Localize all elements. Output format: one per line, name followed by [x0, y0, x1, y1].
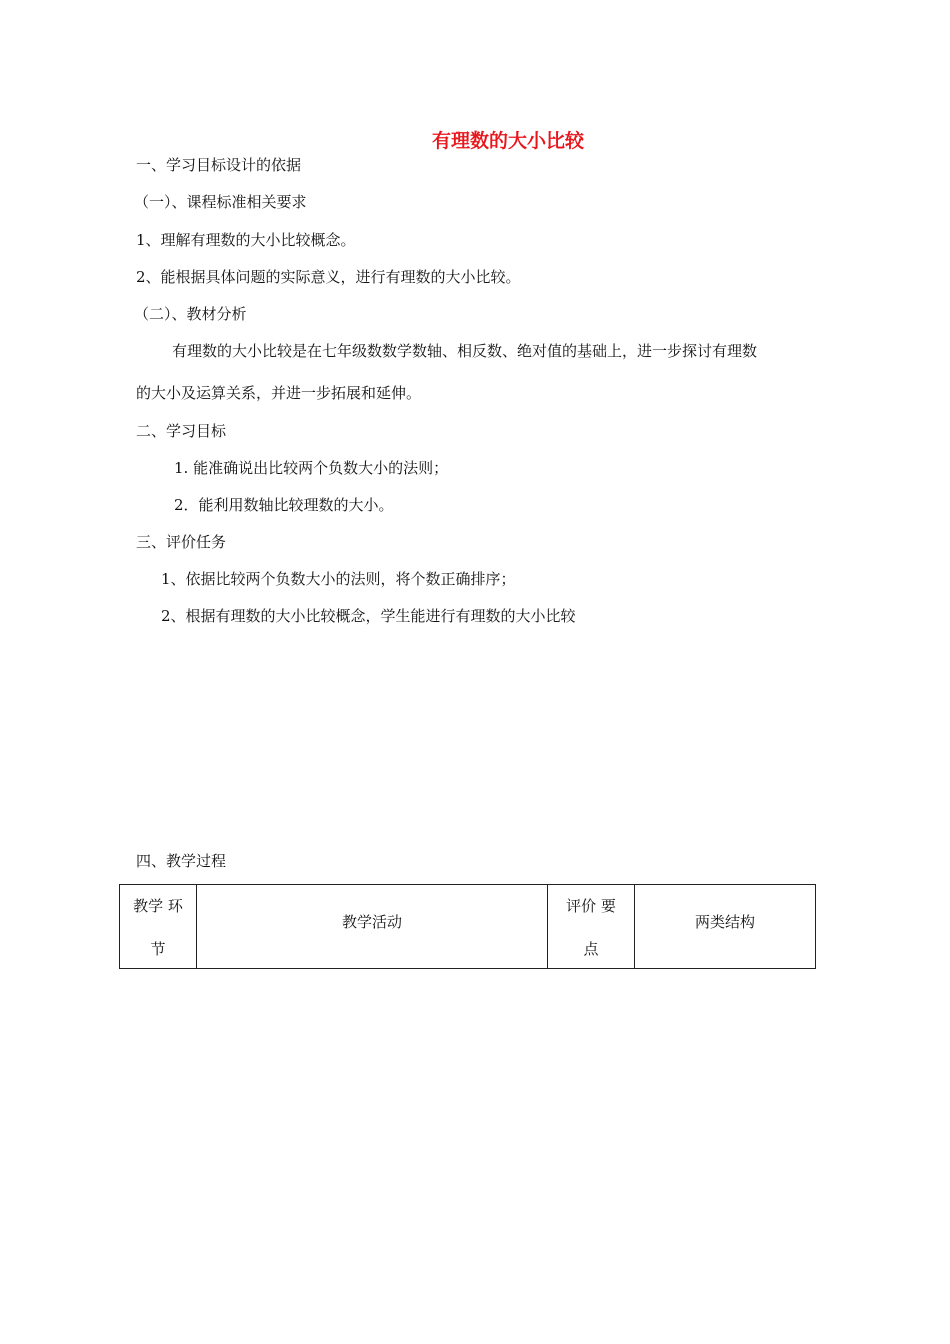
document-title: 有理数的大小比较 — [431, 130, 584, 152]
curriculum-item-2: 2、能根据具体问题的实际意义，进行有理数的大小比较。 — [136, 268, 521, 286]
textbook-paragraph-line-2: 的大小及运算关系，并进一步拓展和延伸。 — [136, 384, 422, 402]
subsection-heading-curriculum: （一）、课程标准相关要求 — [134, 193, 307, 211]
header-stage-line-1: 教学 环 — [133, 896, 183, 915]
header-cell-structure — [635, 885, 816, 969]
header-evaluation-line-2: 点 — [583, 939, 599, 958]
header-cell-stage — [120, 885, 197, 969]
textbook-paragraph-line-1: 有理数的大小比较是在七年级数数学数轴、相反数、绝对值的基础上，进一步探讨有理数 — [172, 342, 758, 360]
header-cell-activity — [197, 885, 548, 969]
header-structure-label: 两类结构 — [694, 913, 755, 931]
section-heading-objectives: 二、学习目标 — [136, 422, 227, 440]
table-header-row — [120, 885, 816, 969]
section-heading-evaluation: 三、评价任务 — [136, 533, 227, 551]
header-cell-evaluation — [548, 885, 635, 969]
objective-item-2: 2．能利用数轴比较理数的大小。 — [174, 496, 394, 514]
section-heading-process: 四、教学过程 — [136, 852, 227, 870]
teaching-process-table — [119, 884, 816, 969]
objective-item-1: 1. 能准确说出比较两个负数大小的法则； — [174, 459, 449, 477]
subsection-heading-textbook: （二）、教材分析 — [134, 305, 247, 323]
section-heading-basis: 一、学习目标设计的依据 — [136, 156, 302, 174]
evaluation-item-2: 2、根据有理数的大小比较概念，学生能进行有理数的大小比较 — [161, 607, 576, 625]
curriculum-item-1: 1、理解有理数的大小比较概念。 — [136, 231, 356, 249]
header-activity-label: 教学活动 — [341, 913, 402, 931]
header-stage-line-2: 节 — [150, 939, 166, 958]
evaluation-item-1: 1、依据比较两个负数大小的法则，将个数正确排序； — [161, 570, 516, 588]
header-evaluation-line-1: 评价 要 — [566, 896, 616, 915]
